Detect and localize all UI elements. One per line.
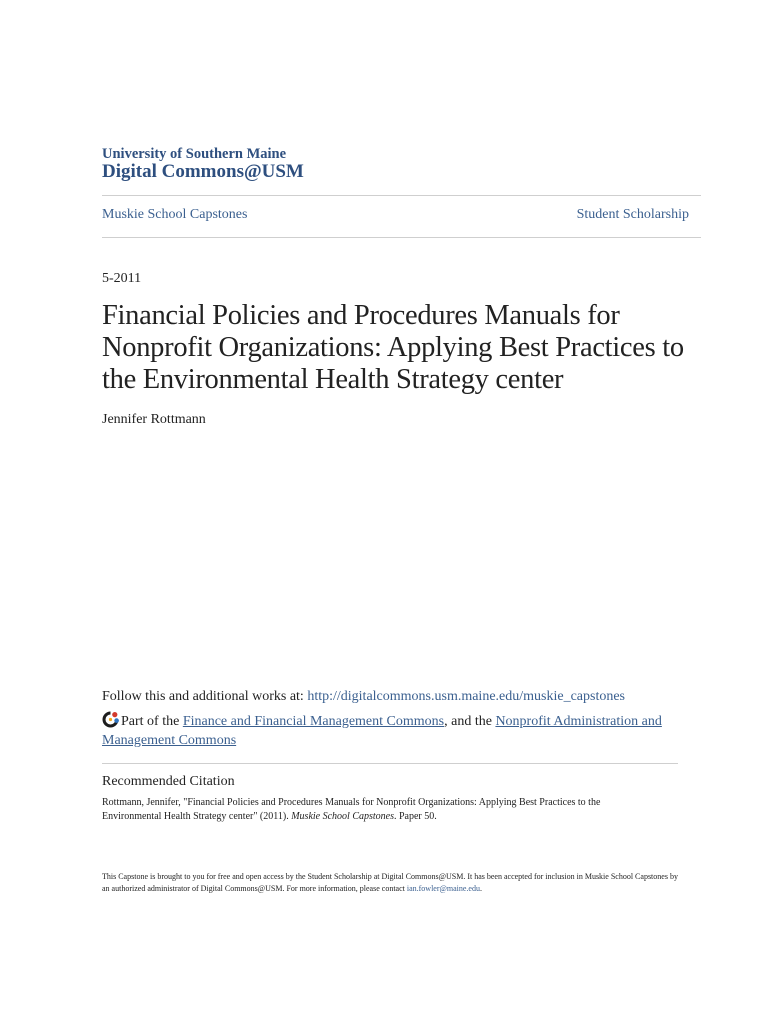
author-name: Jennifer Rottmann — [102, 412, 206, 427]
collection-url-link[interactable]: http://digitalcommons.usm.maine.edu/muskie_capstones — [307, 689, 626, 704]
citation-series: Muskie School Capstones — [291, 811, 394, 822]
divider-top — [102, 195, 701, 196]
commons-network-icon — [102, 711, 119, 728]
access-notice — [102, 871, 682, 895]
collection-link-muskie-capstones[interactable]: Muskie School Capstones — [102, 207, 248, 222]
follow-prefix: Follow this and additional works at: — [102, 689, 308, 704]
repository-name-link[interactable]: Digital Commons@USM — [102, 161, 304, 182]
citation-body: Rottmann, Jennifer, "Financial Policies and Procedures Manuals for Nonprofit Organizations: Applying Best Practices to the Environmental Health Strategy center" (2011). — [102, 797, 601, 822]
part-of-middle: , and the — [444, 714, 496, 729]
notice-end: . — [479, 884, 482, 893]
finance-commons-link[interactable]: Finance and Financial Management Commons — [182, 714, 445, 729]
divider-citation — [102, 763, 678, 764]
divider-bottom — [102, 237, 701, 238]
part-of-line — [102, 711, 702, 750]
follow-line — [102, 689, 702, 705]
publication-date: 5-2011 — [102, 271, 142, 286]
institution-name: University of Southern Maine — [102, 146, 287, 162]
citation-text — [102, 796, 662, 824]
paper-title: Financial Policies and Procedures Manuals for Nonprofit Organizations: Applying Best Practices to the Environmental Health Strategy center — [102, 300, 684, 395]
nonprofit-admin-commons-link[interactable]: Nonprofit Administration and Management Commons — [102, 714, 662, 748]
notice-text: This Capstone is brought to you for free and open access by the Student Scholarship at Digital Commons@USM. It has been accepted for inclusion in Muskie School Capstones by an authorized administrator of Digital Commons@USM. For more information, please contact — [102, 872, 678, 893]
collection-link-student-scholarship[interactable]: Student Scholarship — [576, 207, 689, 222]
contact-email-link[interactable]: ian.fowler@maine.edu — [406, 884, 480, 893]
recommended-citation-heading: Recommended Citation — [102, 774, 235, 789]
citation-suffix: . Paper 50. — [393, 811, 437, 822]
part-of-prefix: Part of the — [121, 714, 183, 729]
